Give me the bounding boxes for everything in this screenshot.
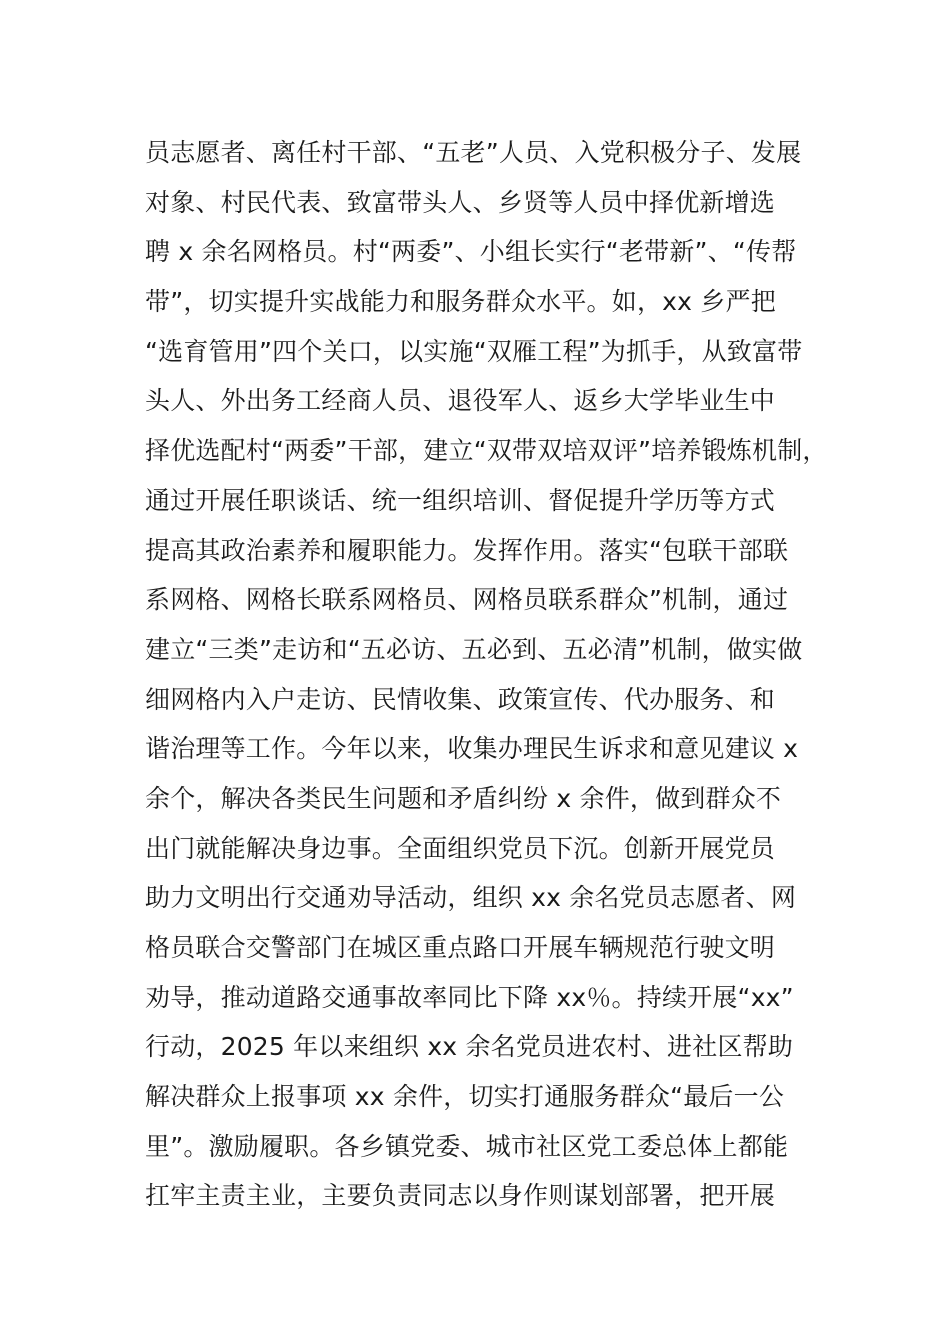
text-line: 提高其政治素养和履职能力。发挥作用。落实“包联干部联: [145, 535, 789, 565]
text-line: 里”。激励履职。各乡镇党委、城市社区党工委总体上都能: [145, 1131, 789, 1161]
text-line: 出门就能解决身边事。全面组织党员下沉。创新开展党员: [145, 833, 776, 863]
text-line: 择优选配村“两委”干部，建立“双带双培双评”培养锻炼机制，: [145, 436, 828, 466]
text-line: 谐治理等工作。今年以来，收集办理民生诉求和意见建议 x: [145, 734, 799, 764]
text-line: 系网格、网格长联系网格员、网格员联系群众”机制，通过: [145, 585, 789, 615]
text-line: 头人、外出务工经商人员、退役军人、返乡大学毕业生中: [145, 386, 776, 416]
text-line: 余个，解决各类民生问题和矛盾纠纷 x 余件，做到群众不: [145, 783, 782, 813]
text-line: 扛牢主责主业，主要负责同志以身作则谋划部署，把开展: [145, 1181, 776, 1211]
text-line: 格员联合交警部门在城区重点路口开展车辆规范行驶文明: [145, 933, 776, 962]
text-line: 通过开展任职谈话、统一组织培训、督促提升学历等方式: [145, 485, 776, 515]
text-line: 员志愿者、离任村干部、“五老”人员、入党积极分子、发展: [145, 138, 802, 167]
text-line: 劝导，推动道路交通事故率同比下降 xx％。持续开展“xx”: [145, 982, 794, 1012]
body-paragraph: [145, 128, 845, 1221]
text-line: 细网格内入户走访、民情收集、政策宣传、代办服务、和: [145, 684, 776, 714]
text-line: 建立“三类”走访和“五必访、五必到、五必清”机制，做实做: [145, 634, 803, 664]
text-line: 助力文明出行交通劝导活动，组织 xx 余名党员志愿者、网: [145, 883, 797, 913]
text-line: 行动，2025 年以来组织 xx 余名党员进农村、进社区帮助: [145, 1032, 794, 1062]
text-line: 解决群众上报事项 xx 余件，切实打通服务群众“最后一公: [145, 1082, 785, 1112]
text-line: “选育管用”四个关口，以实施“双雁工程”为抓手，从致富带: [145, 336, 803, 366]
text-line: 带”，切实提升实战能力和服务群众水平。如，xx 乡严把: [145, 287, 776, 317]
text-line: 聘 x 余名网格员。村“两委”、小组长实行“老带新”、“传帮: [145, 237, 797, 267]
text-line: 对象、村民代表、致富带头人、乡贤等人员中择优新增选: [145, 187, 776, 217]
